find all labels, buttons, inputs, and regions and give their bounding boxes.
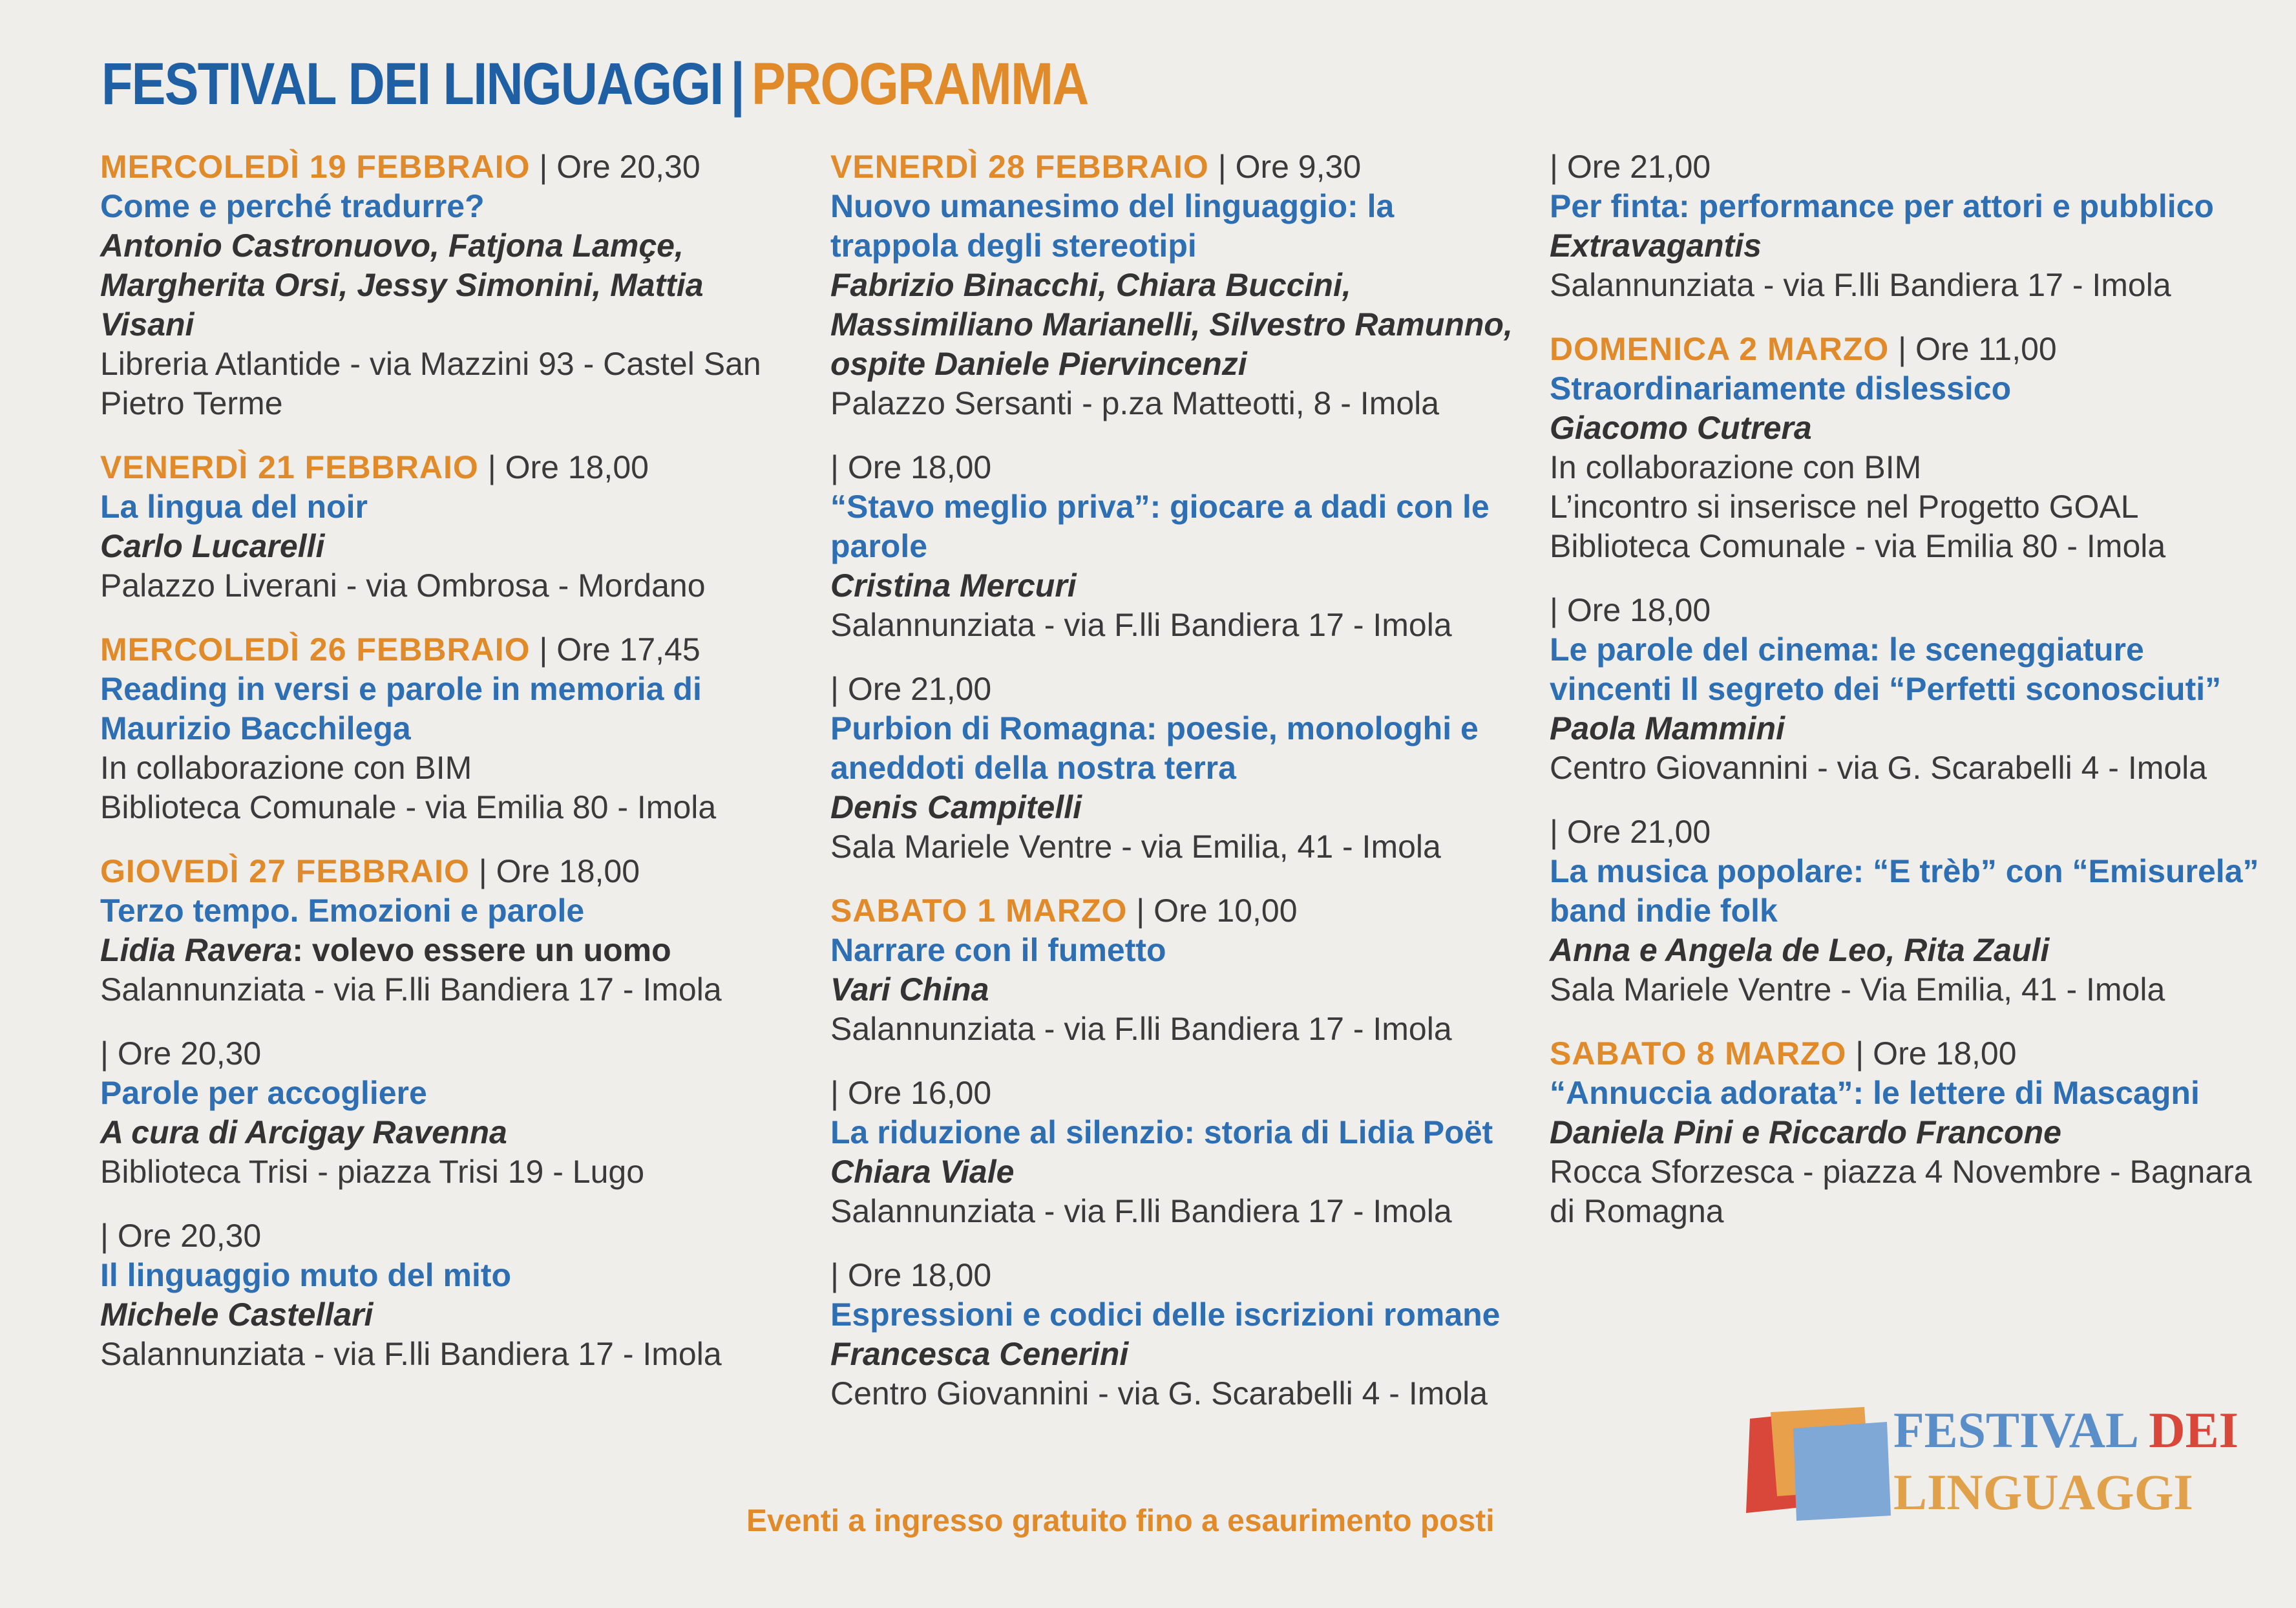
logo-squares-icon [1732, 1393, 1893, 1522]
logo-line-1: FESTIVAL DEI [1893, 1402, 2238, 1458]
event-speakers [1550, 931, 2273, 970]
event-header [1550, 812, 2273, 852]
event-location: Salannunziata - via F.lli Bandiera 17 - Imola [830, 1011, 1452, 1047]
speaker-names: Denis Campitelli [830, 789, 1082, 825]
event-date: MERCOLEDÌ 26 FEBBRAIO [100, 631, 531, 668]
speaker-names: Fabrizio Binacchi, Chiara Buccini, Massimiliano Marianelli, Silvestro Ramunno, ospite Daniele Piervincenzi [830, 267, 1513, 382]
event-header [830, 448, 1528, 487]
speaker-names: Cristina Mercuri [830, 567, 1077, 604]
event-header [1550, 591, 2273, 630]
logo-text [1893, 1399, 2238, 1523]
event-location: Biblioteca Comunale - via Emilia 80 - Imola [100, 789, 717, 825]
event-title: Il linguaggio muto del mito [100, 1257, 512, 1293]
event-time: | Ore 20,30 [539, 149, 700, 185]
speaker-names: Chiara Viale [830, 1154, 1015, 1190]
title-separator: | [730, 51, 744, 117]
event-item [100, 1034, 798, 1192]
event-header [830, 147, 1528, 187]
page-title [101, 50, 1088, 118]
event-time: | Ore 20,30 [100, 1035, 262, 1072]
event-time: | Ore 21,00 [830, 671, 992, 707]
event-title: Le parole del cinema: le sceneggiature vincenti Il segreto dei “Perfetti sconosciuti” [1550, 631, 2222, 707]
program-column-2 [830, 147, 1528, 1438]
event-speakers [100, 1295, 798, 1335]
festival-logo [1732, 1393, 2238, 1522]
event-item [1550, 812, 2273, 1010]
event-item [830, 147, 1528, 423]
event-location: Centro Giovannini - via G. Scarabelli 4 - Imola [1550, 750, 2207, 786]
event-time: | Ore 16,00 [830, 1075, 992, 1111]
event-title: Come e perché tradurre? [100, 188, 485, 224]
event-header [1550, 1034, 2273, 1074]
event-speakers [1550, 226, 2273, 266]
event-location: Palazzo Sersanti - p.za Matteotti, 8 - Imola [830, 385, 1440, 421]
event-speakers [830, 970, 1528, 1010]
event-speakers [100, 1113, 798, 1152]
event-time: | Ore 20,30 [100, 1218, 262, 1254]
event-title: “Stavo meglio priva”: giocare a dadi con le parole [830, 489, 1490, 564]
speaker-names: Extravagantis [1550, 227, 1762, 264]
event-speakers [1550, 408, 2273, 448]
event-title: Straordinariamente dislessico [1550, 370, 2012, 407]
speaker-names: Michele Castellari [100, 1296, 374, 1333]
event-header [830, 670, 1528, 709]
event-time: | Ore 9,30 [1217, 149, 1362, 185]
event-header [100, 147, 798, 187]
event-speakers [830, 566, 1528, 606]
event-item [830, 891, 1528, 1049]
event-header [100, 852, 798, 891]
event-location: Salannunziata - via F.lli Bandiera 17 - Imola [830, 607, 1452, 643]
event-title: Reading in versi e parole in memoria di Maurizio Bacchilega [100, 671, 702, 746]
speaker-names: Anna e Angela de Leo, Rita Zauli [1550, 932, 2050, 968]
speaker-names: Vari China [830, 971, 989, 1008]
event-item [830, 670, 1528, 867]
event-location: Salannunziata - via F.lli Bandiera 17 - Imola [100, 971, 722, 1008]
event-item [830, 448, 1528, 645]
event-speakers [1550, 1113, 2273, 1152]
event-item [100, 852, 798, 1010]
event-speakers [100, 226, 798, 344]
event-location: Rocca Sforzesca - piazza 4 Novembre - Bagnara di Romagna [1550, 1154, 2252, 1229]
event-header [1550, 330, 2273, 369]
event-location: Centro Giovannini - via G. Scarabelli 4 - Imola [830, 1375, 1488, 1412]
event-header [830, 1074, 1528, 1113]
event-title: La musica popolare: “E trèb” con “Emisurela” band indie folk [1550, 853, 2259, 929]
event-time: | Ore 18,00 [1550, 592, 1711, 628]
speaker-names: A cura di Arcigay Ravenna [100, 1114, 507, 1150]
event-time: | Ore 18,00 [830, 449, 992, 485]
event-location: Salannunziata - via F.lli Bandiera 17 - Imola [100, 1336, 722, 1372]
event-note: L’incontro si inserisce nel Progetto GOAL [1550, 489, 2139, 525]
event-time: | Ore 18,00 [487, 449, 649, 485]
event-item [1550, 330, 2273, 566]
event-time: | Ore 21,00 [1550, 814, 1711, 850]
event-title: Per finta: performance per attori e pubblico [1550, 188, 2214, 224]
speaker-names: Francesca Cenerini [830, 1336, 1129, 1372]
event-date: VENERDÌ 28 FEBBRAIO [830, 149, 1209, 185]
event-title: Narrare con il fumetto [830, 932, 1166, 968]
event-date: MERCOLEDÌ 19 FEBBRAIO [100, 149, 531, 185]
event-speakers [100, 527, 798, 566]
speaker-names: Lidia Ravera [100, 932, 293, 968]
speaker-names: Carlo Lucarelli [100, 528, 325, 564]
event-header [100, 1034, 798, 1074]
event-subtitle: : volevo essere un uomo [292, 932, 671, 968]
event-speakers [830, 266, 1528, 384]
event-header [1550, 147, 2273, 187]
event-date: GIOVEDÌ 27 FEBBRAIO [100, 853, 470, 889]
speaker-names: Daniela Pini e Riccardo Francone [1550, 1114, 2061, 1150]
event-speakers [830, 1335, 1528, 1374]
event-item [1550, 147, 2273, 305]
logo-line-2: LINGUAGGI [1893, 1464, 2193, 1520]
event-item [100, 1216, 798, 1374]
event-location: Salannunziata - via F.lli Bandiera 17 - Imola [830, 1193, 1452, 1229]
event-header [100, 448, 798, 487]
program-column-1 [100, 147, 798, 1399]
event-item [100, 147, 798, 423]
event-title: “Annuccia adorata”: le lettere di Mascagni [1550, 1075, 2200, 1111]
free-entry-note: Eventi a ingresso gratuito fino a esaurimento posti [746, 1504, 1495, 1538]
event-time: | Ore 18,00 [1855, 1035, 2017, 1072]
event-item [1550, 591, 2273, 788]
event-date: DOMENICA 2 MARZO [1550, 331, 1890, 367]
event-speakers [1550, 709, 2273, 748]
event-location: Palazzo Liverani - via Ombrosa - Mordano [100, 567, 706, 604]
event-date: VENERDÌ 21 FEBBRAIO [100, 449, 479, 485]
speaker-names: Antonio Castronuovo, Fatjona Lamçe, Margherita Orsi, Jessy Simonini, Mattia Visani [100, 227, 704, 343]
event-speakers [830, 788, 1528, 827]
event-location: Sala Mariele Ventre - via Emilia, 41 - Imola [830, 829, 1441, 865]
event-item [830, 1256, 1528, 1413]
title-festival: FESTIVAL DEI LINGUAGGI [101, 51, 723, 117]
event-location: Libreria Atlantide - via Mazzini 93 - Castel San Pietro Terme [100, 346, 761, 421]
event-title: Parole per accogliere [100, 1075, 427, 1111]
event-speakers [830, 1152, 1528, 1192]
event-header [100, 1216, 798, 1256]
event-item [100, 448, 798, 606]
event-speakers [100, 931, 798, 970]
event-time: | Ore 21,00 [1550, 149, 1711, 185]
event-time: | Ore 18,00 [478, 853, 640, 889]
event-item [100, 630, 798, 827]
event-date: SABATO 1 MARZO [830, 893, 1128, 929]
event-title: Purbion di Romagna: poesie, monologhi e aneddoti della nostra terra [830, 710, 1479, 786]
event-time: | Ore 18,00 [830, 1257, 992, 1293]
event-time: | Ore 10,00 [1136, 893, 1298, 929]
event-title: Nuovo umanesimo del linguaggio: la trappola degli stereotipi [830, 188, 1395, 264]
event-note: In collaborazione con BIM [1550, 449, 1922, 485]
event-date: SABATO 8 MARZO [1550, 1035, 1847, 1072]
title-programma: PROGRAMMA [751, 51, 1088, 117]
event-time: | Ore 11,00 [1898, 331, 2057, 367]
event-location: Biblioteca Comunale - via Emilia 80 - Imola [1550, 528, 2166, 564]
event-item [830, 1074, 1528, 1231]
speaker-names: Paola Mammini [1550, 710, 1785, 746]
event-title: La riduzione al silenzio: storia di Lidia Poët [830, 1114, 1493, 1150]
program-column-3 [1550, 147, 2273, 1256]
event-header [100, 630, 798, 670]
event-item [1550, 1034, 2273, 1231]
event-time: | Ore 17,45 [539, 631, 700, 668]
event-title: Espressioni e codici delle iscrizioni romane [830, 1296, 1501, 1333]
event-note: In collaborazione con BIM [100, 750, 472, 786]
event-location: Biblioteca Trisi - piazza Trisi 19 - Lugo [100, 1154, 645, 1190]
event-location: Sala Mariele Ventre - Via Emilia, 41 - Imola [1550, 971, 2165, 1008]
event-header [830, 1256, 1528, 1295]
speaker-names: Giacomo Cutrera [1550, 410, 1812, 446]
event-header [830, 891, 1528, 931]
event-title: Terzo tempo. Emozioni e parole [100, 893, 585, 929]
event-title: La lingua del noir [100, 489, 368, 525]
event-location: Salannunziata - via F.lli Bandiera 17 - Imola [1550, 267, 2171, 303]
